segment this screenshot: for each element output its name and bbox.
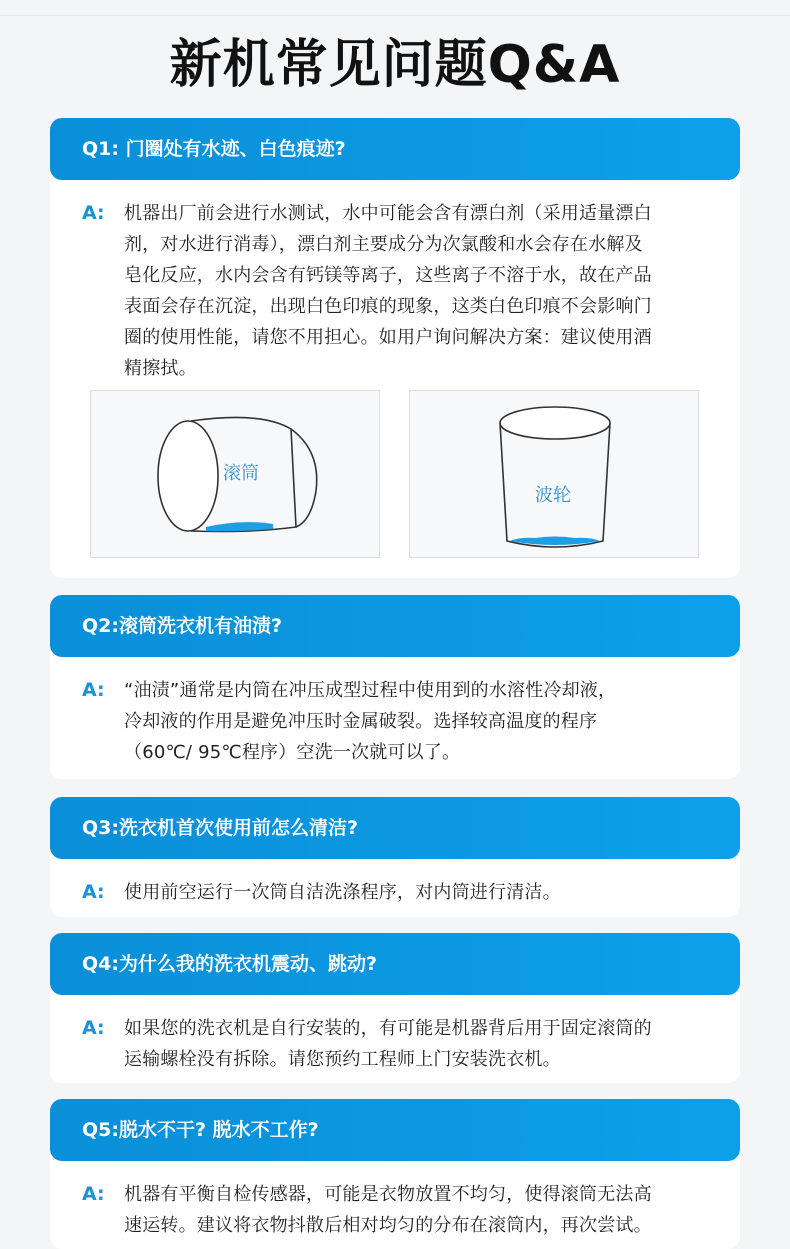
answer-line: 表面会存在沉淀，出现白色印痕的现象，这类白色印痕不会影响门 <box>124 296 652 317</box>
answer-label: A: <box>82 202 105 224</box>
answer-label: A: <box>82 679 105 701</box>
question-bar: Q1: 门圈处有水迹、白色痕迹? <box>50 118 740 180</box>
answer-block <box>50 1161 740 1241</box>
illustration-row <box>90 390 700 558</box>
answer-label: A: <box>82 881 105 903</box>
answer-block <box>50 859 740 908</box>
answer-block <box>50 180 740 384</box>
answer-line: 速运转。建议将衣物抖散后相对均匀的分布在滚筒内，再次尝试。 <box>124 1215 652 1236</box>
qa-card-4 <box>50 933 740 1083</box>
answer-line: （60℃/ 95℃程序）空洗一次就可以了。 <box>124 742 461 763</box>
impeller-label: 波轮 <box>535 485 571 506</box>
question-bar: Q3:洗衣机首次使用前怎么清洁? <box>50 797 740 859</box>
answer-label: A: <box>82 1017 105 1039</box>
answer-line: 如果您的洗衣机是自行安装的，有可能是机器背后用于固定滚筒的 <box>124 1018 652 1039</box>
page-title: 新机常见问题Q&A <box>169 35 621 95</box>
drum-illustration <box>90 390 380 558</box>
qa-card-3 <box>50 797 740 917</box>
drum-label: 滚筒 <box>223 463 259 484</box>
answer-line: 运输螺栓没有拆除。请您预约工程师上门安装洗衣机。 <box>124 1049 561 1070</box>
answer-line: 冷却液的作用是避免冲压时金属破裂。选择较高温度的程序 <box>124 711 598 732</box>
answer-block <box>50 995 740 1075</box>
qa-card-2 <box>50 595 740 779</box>
impeller-tub-icon <box>410 391 700 559</box>
answer-label: A: <box>82 1183 105 1205</box>
answer-line: “油渍”通常是内筒在冲压成型过程中使用到的水溶性冷却液， <box>124 680 617 701</box>
answer-line: 机器有平衡自检传感器，可能是衣物放置不均匀，使得滚筒无法高 <box>124 1184 652 1205</box>
qa-card-1 <box>50 118 740 578</box>
top-divider <box>0 15 790 16</box>
question-bar: Q4:为什么我的洗衣机震动、跳动? <box>50 933 740 995</box>
answer-line: 剂，对水进行消毒），漂白剂主要成分为次氯酸和水会存在水解及 <box>124 234 643 255</box>
question-bar: Q5:脱水不干? 脱水不工作? <box>50 1099 740 1161</box>
question-bar: Q2:滚筒洗衣机有油渍? <box>50 595 740 657</box>
answer-line: 皂化反应，水内会含有钙镁等离子，这些离子不溶于水，故在产品 <box>124 265 652 286</box>
answer-line: 机器出厂前会进行水测试，水中可能会含有漂白剂（采用适量漂白 <box>124 203 652 224</box>
answer-line: 使用前空运行一次筒自洁洗涤程序，对内筒进行清洁。 <box>124 882 561 903</box>
answer-block <box>50 657 740 768</box>
answer-line: 圈的使用性能，请您不用担心。如用户询问解决方案：建议使用酒 <box>124 327 652 348</box>
answer-line: 精擦拭。 <box>124 358 197 379</box>
impeller-illustration <box>409 390 699 558</box>
qa-card-5 <box>50 1099 740 1249</box>
